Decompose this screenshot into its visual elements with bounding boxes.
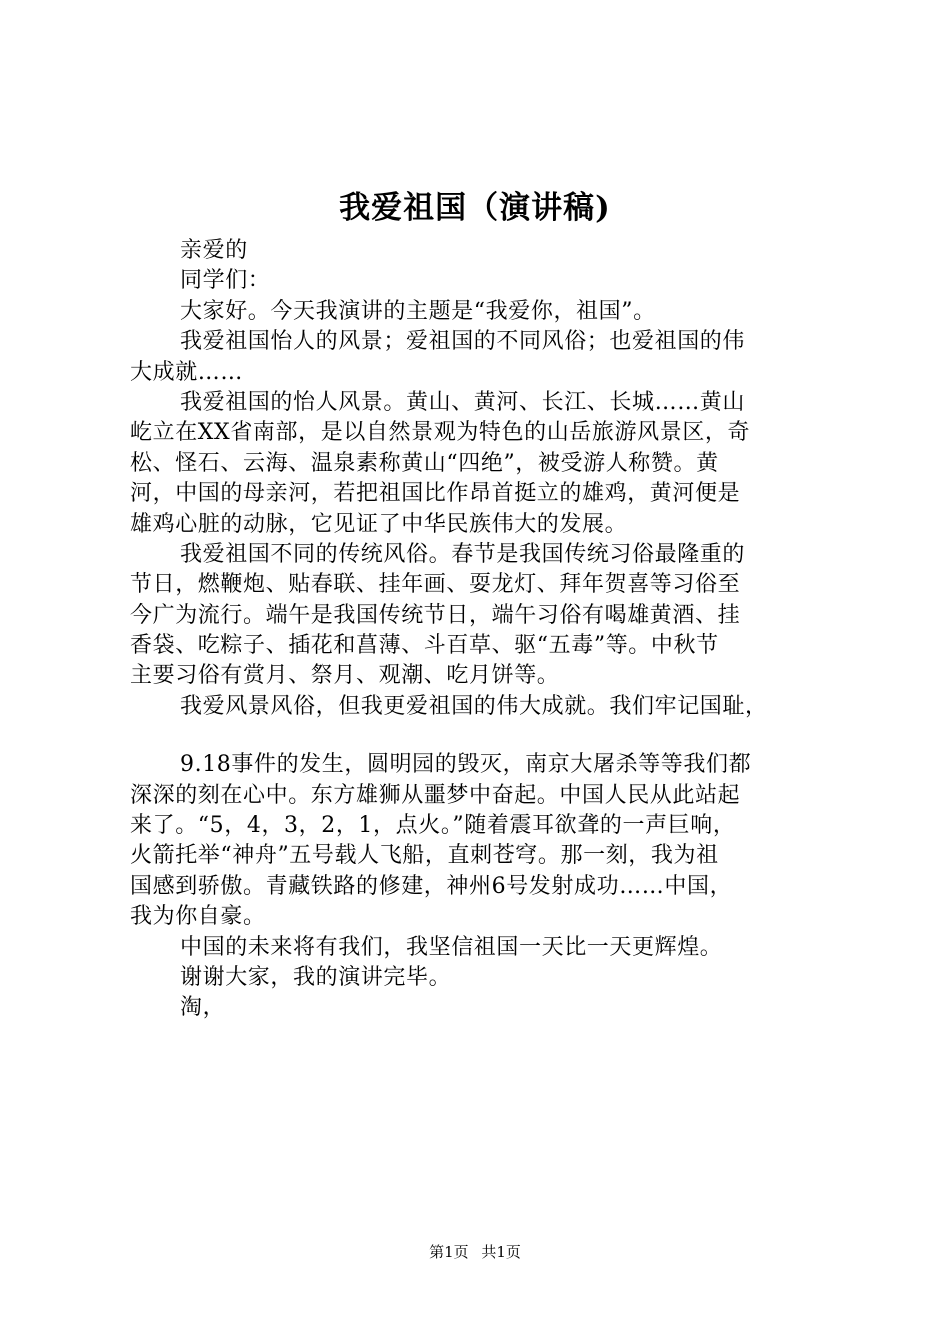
document-body [130, 236, 830, 1024]
paragraph-line: 松、怪石、云海、温泉素称黄山“四绝”，被受游人称赞。黄 [130, 450, 719, 476]
paragraph-line: 中国的未来将有我们，我坚信祖国一天比一天更辉煌。 [180, 934, 723, 960]
paragraph-line: 香袋、吃粽子、插花和菖薄、斗百草、驱“五毒”等。中秋节 [130, 633, 719, 659]
paragraph-line: 我爱风景风俗，但我更爱祖国的伟大成就。我们牢记国耻， [180, 693, 768, 719]
paragraph-line: 今广为流行。端午是我国传统节日，端午习俗有喝雄黄酒、挂 [130, 602, 741, 628]
paragraph-line: 大成就…… [130, 359, 244, 385]
paragraph-line: 屹立在XX省南部，是以自然景观为特色的山岳旅游风景区，奇 [130, 420, 751, 446]
paragraph-gap [130, 722, 830, 750]
salutation-line-2: 同学们： [180, 268, 271, 294]
closing-line: 谢谢大家，我的演讲完毕。 [180, 964, 452, 990]
paragraph-line: 节日，燃鞭炮、贴春联、挂年画、耍龙灯、拜年贺喜等习俗至 [130, 572, 741, 598]
paragraph-line: 深深的刻在心中。东方雄狮从噩梦中奋起。中国人民从此站起 [130, 782, 741, 808]
paragraph-line: 我爱祖国怡人的风景；爱祖国的不同风俗；也爱祖国的伟 [180, 329, 746, 355]
paragraph-line: 来了。“5，4，3，2，1，点火。”随着震耳欲聋的一声巨响， [130, 813, 736, 839]
greeting-line: 大家好。今天我演讲的主题是“我爱你，祖国”。 [180, 298, 656, 324]
paragraph-line: 火箭托举“神舟”五号载人飞船，直刺苍穹。那一刻，我为祖 [130, 843, 719, 869]
document-title: 我爱祖国（演讲稿) [339, 190, 611, 226]
page-total: 共1页 [481, 1243, 521, 1261]
page-number: 第1页 [429, 1243, 469, 1261]
paragraph-line: 国感到骄傲。青藏铁路的修建，神州6号发射成功……中国， [130, 873, 733, 899]
paragraph-line: 9.18事件的发生，圆明园的毁灭，南京大屠杀等等我们都 [180, 752, 752, 778]
paragraph-line: 河，中国的母亲河，若把祖国比作昂首挺立的雄鸡，黄河便是 [130, 481, 741, 507]
paragraph-line: 主要习俗有赏月、祭月、观潮、吃月饼等。 [130, 663, 560, 689]
closing-line: 淘， [180, 995, 226, 1021]
page-footer [0, 1242, 950, 1262]
paragraph-line: 我爱祖国的怡人风景。黄山、黄河、长江、长城……黄山 [180, 389, 746, 415]
paragraph-line: 我为你自豪。 [130, 904, 266, 930]
paragraph-line: 雄鸡心脏的动脉，它见证了中华民族伟大的发展。 [130, 511, 628, 537]
salutation-line-1: 亲爱的 [180, 238, 248, 263]
paragraph-line: 我爱祖国不同的传统风俗。春节是我国传统习俗最隆重的 [180, 541, 746, 567]
